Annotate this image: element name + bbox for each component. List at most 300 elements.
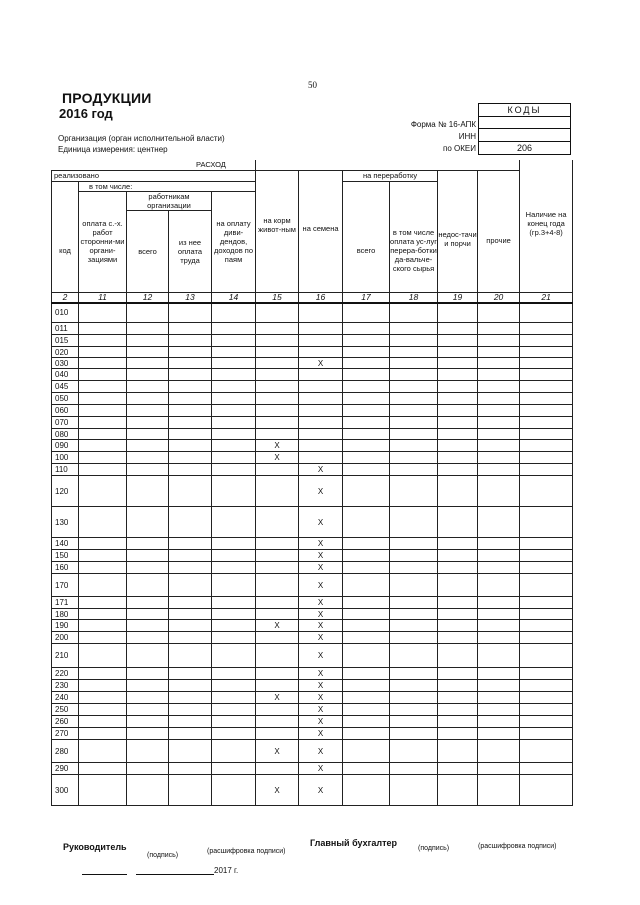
feed-cell[interactable] <box>256 644 299 668</box>
value-cell[interactable] <box>79 358 127 369</box>
value-cell[interactable] <box>127 538 169 550</box>
value-cell[interactable] <box>478 680 520 692</box>
value-cell[interactable] <box>478 303 520 323</box>
okei-code-cell[interactable]: 206 <box>516 142 533 153</box>
value-cell[interactable] <box>169 680 212 692</box>
value-cell[interactable] <box>212 680 256 692</box>
value-cell[interactable] <box>79 668 127 680</box>
seeds-cell[interactable]: X <box>299 597 343 609</box>
value-cell[interactable] <box>127 704 169 716</box>
value-cell[interactable] <box>212 335 256 347</box>
value-cell[interactable] <box>478 405 520 417</box>
value-cell[interactable] <box>169 704 212 716</box>
value-cell[interactable] <box>520 644 573 668</box>
value-cell[interactable] <box>169 381 212 393</box>
value-cell[interactable] <box>343 369 390 381</box>
value-cell[interactable] <box>127 507 169 538</box>
value-cell[interactable] <box>127 476 169 507</box>
value-cell[interactable] <box>438 597 478 609</box>
value-cell[interactable] <box>438 323 478 335</box>
value-cell[interactable] <box>390 763 438 775</box>
feed-cell[interactable] <box>256 562 299 574</box>
value-cell[interactable] <box>79 775 127 806</box>
value-cell[interactable] <box>478 417 520 429</box>
value-cell[interactable] <box>520 476 573 507</box>
value-cell[interactable] <box>79 440 127 452</box>
value-cell[interactable] <box>390 381 438 393</box>
value-cell[interactable] <box>343 620 390 632</box>
value-cell[interactable] <box>390 716 438 728</box>
value-cell[interactable] <box>343 562 390 574</box>
value-cell[interactable] <box>343 405 390 417</box>
value-cell[interactable] <box>438 632 478 644</box>
seeds-cell[interactable]: X <box>299 728 343 740</box>
value-cell[interactable] <box>343 668 390 680</box>
value-cell[interactable] <box>212 562 256 574</box>
value-cell[interactable] <box>127 716 169 728</box>
feed-cell[interactable] <box>256 538 299 550</box>
value-cell[interactable] <box>169 550 212 562</box>
value-cell[interactable] <box>438 464 478 476</box>
seeds-cell[interactable]: X <box>299 704 343 716</box>
value-cell[interactable] <box>390 692 438 704</box>
value-cell[interactable] <box>438 609 478 620</box>
value-cell[interactable] <box>390 775 438 806</box>
value-cell[interactable] <box>343 775 390 806</box>
value-cell[interactable] <box>438 775 478 806</box>
value-cell[interactable] <box>127 393 169 405</box>
value-cell[interactable] <box>438 440 478 452</box>
value-cell[interactable] <box>127 369 169 381</box>
value-cell[interactable] <box>169 668 212 680</box>
value-cell[interactable] <box>520 668 573 680</box>
value-cell[interactable] <box>520 538 573 550</box>
value-cell[interactable] <box>390 393 438 405</box>
feed-cell[interactable]: X <box>256 620 299 632</box>
value-cell[interactable] <box>169 716 212 728</box>
value-cell[interactable] <box>79 704 127 716</box>
value-cell[interactable] <box>520 507 573 538</box>
value-cell[interactable] <box>79 381 127 393</box>
value-cell[interactable] <box>478 429 520 440</box>
value-cell[interactable] <box>212 323 256 335</box>
value-cell[interactable] <box>478 775 520 806</box>
value-cell[interactable] <box>169 562 212 574</box>
value-cell[interactable] <box>79 393 127 405</box>
value-cell[interactable] <box>127 740 169 763</box>
value-cell[interactable] <box>79 417 127 429</box>
value-cell[interactable] <box>520 550 573 562</box>
value-cell[interactable] <box>478 550 520 562</box>
value-cell[interactable] <box>343 597 390 609</box>
value-cell[interactable] <box>390 538 438 550</box>
value-cell[interactable] <box>520 763 573 775</box>
seeds-cell[interactable]: X <box>299 644 343 668</box>
value-cell[interactable] <box>478 716 520 728</box>
value-cell[interactable] <box>390 452 438 464</box>
value-cell[interactable] <box>438 335 478 347</box>
value-cell[interactable] <box>79 728 127 740</box>
seeds-cell[interactable] <box>299 393 343 405</box>
value-cell[interactable] <box>478 507 520 538</box>
value-cell[interactable] <box>169 763 212 775</box>
seeds-cell[interactable] <box>299 440 343 452</box>
value-cell[interactable] <box>343 303 390 323</box>
feed-cell[interactable] <box>256 507 299 538</box>
seeds-cell[interactable] <box>299 347 343 358</box>
value-cell[interactable] <box>520 303 573 323</box>
value-cell[interactable] <box>520 609 573 620</box>
value-cell[interactable] <box>79 680 127 692</box>
value-cell[interactable] <box>478 358 520 369</box>
value-cell[interactable] <box>343 740 390 763</box>
feed-cell[interactable] <box>256 347 299 358</box>
value-cell[interactable] <box>127 429 169 440</box>
value-cell[interactable] <box>438 369 478 381</box>
value-cell[interactable] <box>343 335 390 347</box>
seeds-cell[interactable] <box>299 381 343 393</box>
value-cell[interactable] <box>343 452 390 464</box>
value-cell[interactable] <box>212 740 256 763</box>
seeds-cell[interactable]: X <box>299 716 343 728</box>
value-cell[interactable] <box>343 692 390 704</box>
value-cell[interactable] <box>79 692 127 704</box>
value-cell[interactable] <box>520 347 573 358</box>
value-cell[interactable] <box>127 464 169 476</box>
value-cell[interactable] <box>478 452 520 464</box>
value-cell[interactable] <box>390 335 438 347</box>
value-cell[interactable] <box>478 728 520 740</box>
value-cell[interactable] <box>79 620 127 632</box>
value-cell[interactable] <box>169 644 212 668</box>
value-cell[interactable] <box>343 644 390 668</box>
value-cell[interactable] <box>169 507 212 538</box>
feed-cell[interactable] <box>256 393 299 405</box>
value-cell[interactable] <box>478 464 520 476</box>
value-cell[interactable] <box>343 429 390 440</box>
date-day-line[interactable] <box>82 874 127 875</box>
value-cell[interactable] <box>127 620 169 632</box>
value-cell[interactable] <box>212 632 256 644</box>
value-cell[interactable] <box>169 393 212 405</box>
value-cell[interactable] <box>127 609 169 620</box>
value-cell[interactable] <box>520 632 573 644</box>
value-cell[interactable] <box>520 452 573 464</box>
seeds-cell[interactable] <box>299 323 343 335</box>
feed-cell[interactable] <box>256 464 299 476</box>
value-cell[interactable] <box>79 507 127 538</box>
seeds-cell[interactable]: X <box>299 538 343 550</box>
feed-cell[interactable] <box>256 680 299 692</box>
value-cell[interactable] <box>79 335 127 347</box>
value-cell[interactable] <box>212 692 256 704</box>
value-cell[interactable] <box>79 464 127 476</box>
value-cell[interactable] <box>212 550 256 562</box>
seeds-cell[interactable] <box>299 429 343 440</box>
value-cell[interactable] <box>127 347 169 358</box>
value-cell[interactable] <box>520 775 573 806</box>
seeds-cell[interactable]: X <box>299 620 343 632</box>
value-cell[interactable] <box>127 574 169 597</box>
value-cell[interactable] <box>478 381 520 393</box>
value-cell[interactable] <box>438 452 478 464</box>
seeds-cell[interactable] <box>299 405 343 417</box>
value-cell[interactable] <box>390 417 438 429</box>
value-cell[interactable] <box>390 405 438 417</box>
value-cell[interactable] <box>169 692 212 704</box>
seeds-cell[interactable] <box>299 303 343 323</box>
value-cell[interactable] <box>79 597 127 609</box>
value-cell[interactable] <box>520 464 573 476</box>
value-cell[interactable] <box>79 538 127 550</box>
value-cell[interactable] <box>478 704 520 716</box>
value-cell[interactable] <box>79 347 127 358</box>
value-cell[interactable] <box>212 358 256 369</box>
value-cell[interactable] <box>79 550 127 562</box>
value-cell[interactable] <box>169 440 212 452</box>
value-cell[interactable] <box>390 464 438 476</box>
value-cell[interactable] <box>478 644 520 668</box>
value-cell[interactable] <box>438 381 478 393</box>
value-cell[interactable] <box>169 597 212 609</box>
value-cell[interactable] <box>520 429 573 440</box>
value-cell[interactable] <box>79 476 127 507</box>
value-cell[interactable] <box>438 574 478 597</box>
value-cell[interactable] <box>127 668 169 680</box>
value-cell[interactable] <box>127 692 169 704</box>
value-cell[interactable] <box>212 538 256 550</box>
feed-cell[interactable] <box>256 763 299 775</box>
value-cell[interactable] <box>478 335 520 347</box>
value-cell[interactable] <box>478 323 520 335</box>
value-cell[interactable] <box>169 464 212 476</box>
value-cell[interactable] <box>390 680 438 692</box>
value-cell[interactable] <box>169 728 212 740</box>
seeds-cell[interactable]: X <box>299 476 343 507</box>
feed-cell[interactable] <box>256 303 299 323</box>
value-cell[interactable] <box>520 620 573 632</box>
value-cell[interactable] <box>438 692 478 704</box>
value-cell[interactable] <box>343 609 390 620</box>
value-cell[interactable] <box>520 393 573 405</box>
value-cell[interactable] <box>390 704 438 716</box>
value-cell[interactable] <box>212 303 256 323</box>
value-cell[interactable] <box>343 393 390 405</box>
date-month-line[interactable] <box>136 874 214 875</box>
value-cell[interactable] <box>169 323 212 335</box>
value-cell[interactable] <box>438 476 478 507</box>
seeds-cell[interactable]: X <box>299 740 343 763</box>
value-cell[interactable] <box>127 562 169 574</box>
value-cell[interactable] <box>343 507 390 538</box>
feed-cell[interactable] <box>256 405 299 417</box>
value-cell[interactable] <box>127 417 169 429</box>
value-cell[interactable] <box>79 323 127 335</box>
value-cell[interactable] <box>390 668 438 680</box>
feed-cell[interactable]: X <box>256 692 299 704</box>
seeds-cell[interactable] <box>299 417 343 429</box>
feed-cell[interactable] <box>256 476 299 507</box>
feed-cell[interactable] <box>256 704 299 716</box>
value-cell[interactable] <box>212 644 256 668</box>
value-cell[interactable] <box>169 620 212 632</box>
seeds-cell[interactable]: X <box>299 692 343 704</box>
feed-cell[interactable]: X <box>256 775 299 806</box>
value-cell[interactable] <box>390 574 438 597</box>
value-cell[interactable] <box>520 740 573 763</box>
value-cell[interactable] <box>390 323 438 335</box>
seeds-cell[interactable]: X <box>299 775 343 806</box>
value-cell[interactable] <box>520 680 573 692</box>
value-cell[interactable] <box>212 381 256 393</box>
value-cell[interactable] <box>343 381 390 393</box>
value-cell[interactable] <box>212 620 256 632</box>
value-cell[interactable] <box>343 476 390 507</box>
value-cell[interactable] <box>390 507 438 538</box>
value-cell[interactable] <box>127 728 169 740</box>
value-cell[interactable] <box>343 440 390 452</box>
value-cell[interactable] <box>390 632 438 644</box>
value-cell[interactable] <box>390 740 438 763</box>
feed-cell[interactable] <box>256 323 299 335</box>
value-cell[interactable] <box>478 609 520 620</box>
value-cell[interactable] <box>212 507 256 538</box>
value-cell[interactable] <box>438 538 478 550</box>
value-cell[interactable] <box>438 507 478 538</box>
value-cell[interactable] <box>212 393 256 405</box>
value-cell[interactable] <box>212 668 256 680</box>
value-cell[interactable] <box>438 740 478 763</box>
seeds-cell[interactable]: X <box>299 668 343 680</box>
value-cell[interactable] <box>212 476 256 507</box>
value-cell[interactable] <box>169 358 212 369</box>
value-cell[interactable] <box>343 632 390 644</box>
value-cell[interactable] <box>169 303 212 323</box>
seeds-cell[interactable]: X <box>299 562 343 574</box>
value-cell[interactable] <box>478 740 520 763</box>
value-cell[interactable] <box>390 562 438 574</box>
value-cell[interactable] <box>343 323 390 335</box>
feed-cell[interactable] <box>256 728 299 740</box>
value-cell[interactable] <box>520 562 573 574</box>
value-cell[interactable] <box>438 668 478 680</box>
value-cell[interactable] <box>343 704 390 716</box>
value-cell[interactable] <box>520 692 573 704</box>
feed-cell[interactable]: X <box>256 740 299 763</box>
value-cell[interactable] <box>478 538 520 550</box>
value-cell[interactable] <box>438 417 478 429</box>
value-cell[interactable] <box>478 562 520 574</box>
value-cell[interactable] <box>343 680 390 692</box>
value-cell[interactable] <box>79 429 127 440</box>
value-cell[interactable] <box>438 644 478 668</box>
value-cell[interactable] <box>212 763 256 775</box>
value-cell[interactable] <box>212 775 256 806</box>
value-cell[interactable] <box>520 358 573 369</box>
value-cell[interactable] <box>343 417 390 429</box>
value-cell[interactable] <box>127 597 169 609</box>
value-cell[interactable] <box>390 347 438 358</box>
value-cell[interactable] <box>478 574 520 597</box>
value-cell[interactable] <box>343 763 390 775</box>
value-cell[interactable] <box>520 323 573 335</box>
feed-cell[interactable] <box>256 358 299 369</box>
feed-cell[interactable] <box>256 429 299 440</box>
value-cell[interactable] <box>478 347 520 358</box>
form-code-cell[interactable] <box>479 117 570 130</box>
value-cell[interactable] <box>478 763 520 775</box>
value-cell[interactable] <box>478 668 520 680</box>
value-cell[interactable] <box>520 574 573 597</box>
value-cell[interactable] <box>438 303 478 323</box>
value-cell[interactable] <box>169 405 212 417</box>
value-cell[interactable] <box>343 728 390 740</box>
seeds-cell[interactable]: X <box>299 507 343 538</box>
value-cell[interactable] <box>79 644 127 668</box>
value-cell[interactable] <box>127 452 169 464</box>
value-cell[interactable] <box>478 440 520 452</box>
value-cell[interactable] <box>390 358 438 369</box>
value-cell[interactable] <box>390 609 438 620</box>
value-cell[interactable] <box>127 644 169 668</box>
feed-cell[interactable]: X <box>256 440 299 452</box>
value-cell[interactable] <box>478 692 520 704</box>
value-cell[interactable] <box>343 574 390 597</box>
value-cell[interactable] <box>169 429 212 440</box>
feed-cell[interactable] <box>256 369 299 381</box>
value-cell[interactable] <box>438 550 478 562</box>
value-cell[interactable] <box>127 405 169 417</box>
value-cell[interactable] <box>520 716 573 728</box>
inn-code-cell[interactable] <box>479 129 570 142</box>
value-cell[interactable] <box>169 335 212 347</box>
value-cell[interactable] <box>520 369 573 381</box>
value-cell[interactable] <box>438 704 478 716</box>
value-cell[interactable] <box>390 597 438 609</box>
value-cell[interactable] <box>127 680 169 692</box>
seeds-cell[interactable]: X <box>299 609 343 620</box>
value-cell[interactable] <box>79 452 127 464</box>
value-cell[interactable] <box>127 335 169 347</box>
value-cell[interactable] <box>390 369 438 381</box>
value-cell[interactable] <box>79 763 127 775</box>
value-cell[interactable] <box>438 347 478 358</box>
value-cell[interactable] <box>343 716 390 728</box>
value-cell[interactable] <box>438 405 478 417</box>
feed-cell[interactable] <box>256 668 299 680</box>
feed-cell[interactable] <box>256 716 299 728</box>
value-cell[interactable] <box>390 620 438 632</box>
value-cell[interactable] <box>390 303 438 323</box>
value-cell[interactable] <box>520 405 573 417</box>
seeds-cell[interactable]: X <box>299 632 343 644</box>
value-cell[interactable] <box>169 538 212 550</box>
value-cell[interactable] <box>79 562 127 574</box>
value-cell[interactable] <box>212 429 256 440</box>
feed-cell[interactable] <box>256 597 299 609</box>
value-cell[interactable] <box>127 775 169 806</box>
seeds-cell[interactable]: X <box>299 763 343 775</box>
value-cell[interactable] <box>212 369 256 381</box>
value-cell[interactable] <box>478 369 520 381</box>
feed-cell[interactable] <box>256 417 299 429</box>
value-cell[interactable] <box>478 597 520 609</box>
value-cell[interactable] <box>169 347 212 358</box>
value-cell[interactable] <box>127 763 169 775</box>
value-cell[interactable] <box>127 632 169 644</box>
value-cell[interactable] <box>127 550 169 562</box>
value-cell[interactable] <box>438 562 478 574</box>
